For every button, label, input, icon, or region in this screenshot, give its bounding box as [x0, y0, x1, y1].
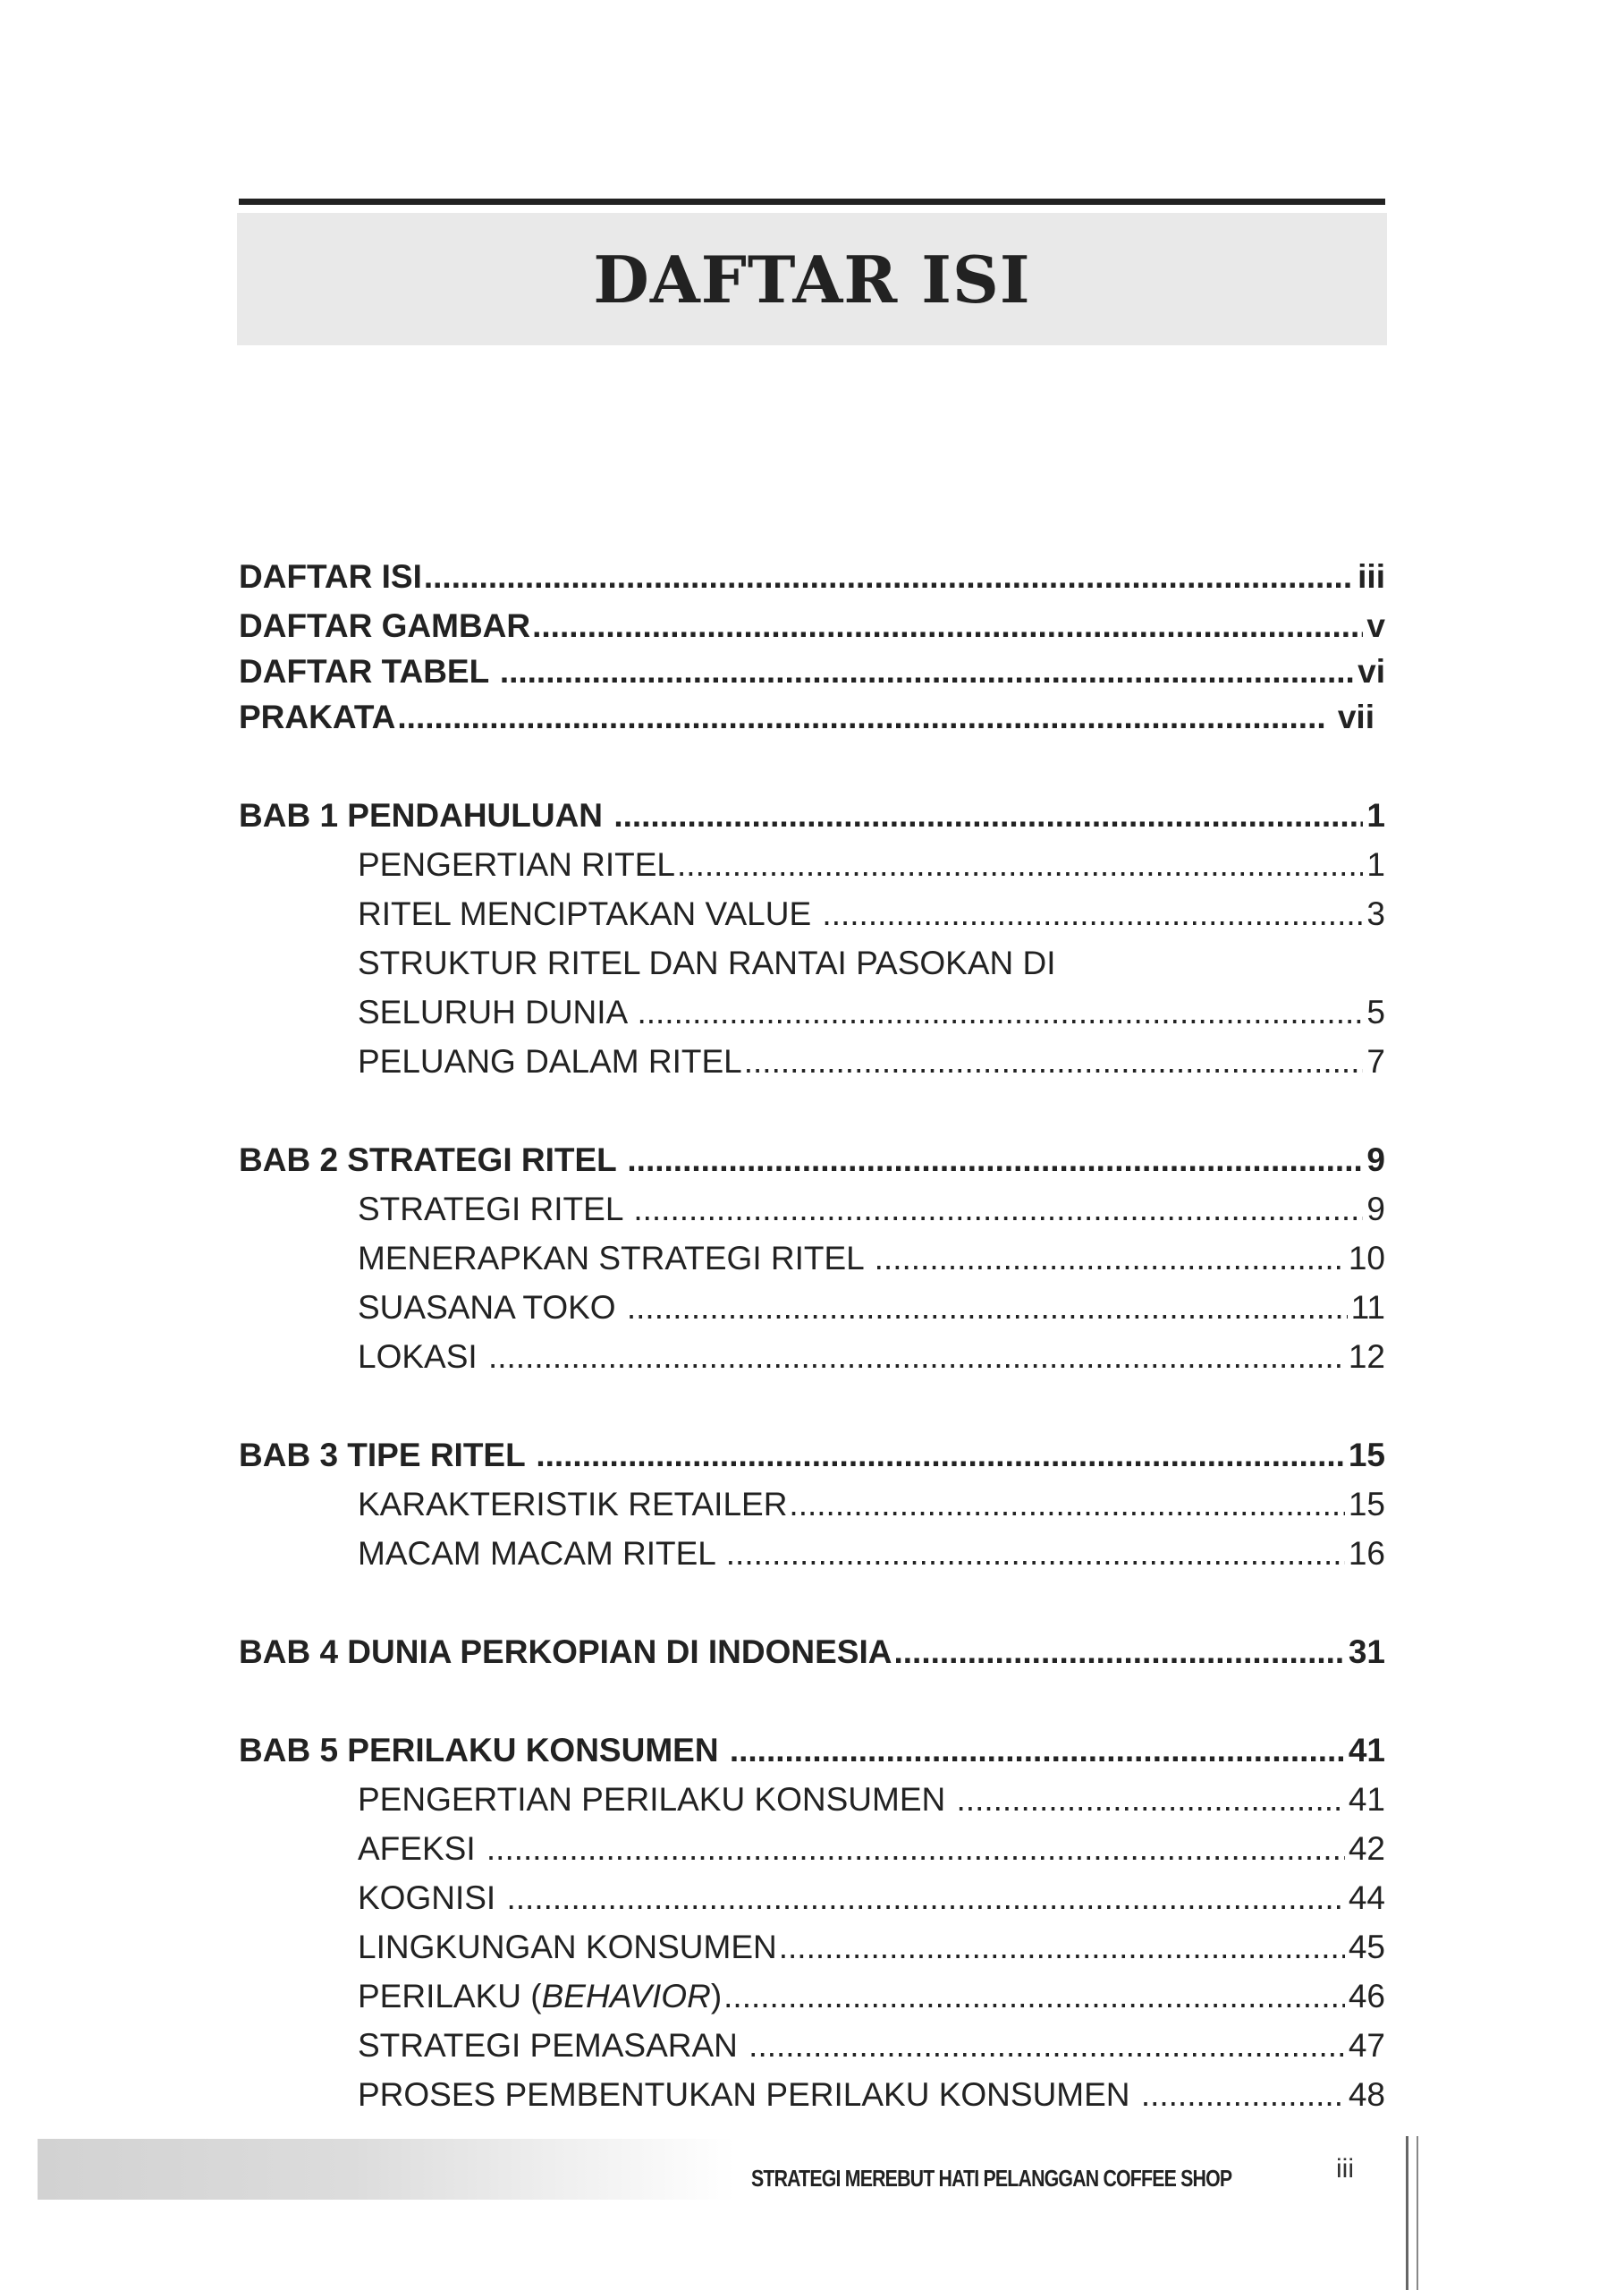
toc-section[interactable]: [239, 1873, 1385, 1922]
label-prefix: PERILAKU (: [358, 1978, 542, 2014]
toc-entry-page: 31: [1348, 1633, 1385, 1670]
toc-entry-page: vi: [1358, 653, 1385, 690]
table-of-contents: [239, 552, 1385, 2119]
toc-chapter-3[interactable]: [239, 1430, 1385, 1480]
toc-entry-page: 44: [1348, 1879, 1385, 1916]
toc-entry-page: 1: [1366, 797, 1385, 834]
toc-chapter-4[interactable]: [239, 1627, 1385, 1676]
toc-entry-page: 41: [1348, 1732, 1385, 1768]
toc-section[interactable]: [239, 1775, 1385, 1824]
toc-section[interactable]: [239, 2070, 1385, 2119]
toc-section[interactable]: [239, 1283, 1385, 1332]
page-title: DAFTAR ISI: [593, 241, 1031, 318]
toc-section[interactable]: [239, 1824, 1385, 1873]
toc-entry-label: PRAKATA: [239, 699, 396, 735]
leader-dots: [730, 1726, 1345, 1775]
toc-entry-daftar-isi[interactable]: [239, 552, 1385, 601]
toc-entry-label: DAFTAR GAMBAR: [239, 607, 531, 644]
toc-chapter-2[interactable]: [239, 1135, 1385, 1184]
toc-entry-label: BAB 1 PENDAHULUAN: [239, 797, 613, 834]
toc-entry-prakata[interactable]: [239, 692, 1385, 742]
toc-section-line1[interactable]: [239, 938, 1385, 988]
leader-dots: [744, 1037, 1364, 1086]
footer-page-number: iii: [1336, 2154, 1354, 2184]
toc-entry-page: 7: [1366, 1043, 1385, 1080]
toc-entry-daftar-gambar[interactable]: [239, 601, 1385, 650]
toc-entry-label: PROSES PEMBENTUKAN PERILAKU KONSUMEN: [358, 2076, 1139, 2113]
leader-dots: [424, 552, 1354, 601]
leader-dots: [627, 1283, 1348, 1332]
toc-section[interactable]: [239, 1332, 1385, 1381]
toc-entry-page: v: [1366, 607, 1385, 644]
leader-dots: [488, 1332, 1345, 1381]
toc-entry-page: 42: [1348, 1830, 1385, 1867]
toc-section[interactable]: [239, 1972, 1385, 2021]
leader-dots: [677, 840, 1363, 889]
toc-entry-label: SELURUH DUNIA: [358, 994, 636, 1030]
toc-entry-label: DAFTAR TABEL: [239, 653, 498, 690]
leader-dots: [633, 1184, 1363, 1234]
toc-entry-page: 46: [1348, 1978, 1385, 2014]
toc-entry-label: LINGKUNGAN KONSUMEN: [358, 1929, 777, 1965]
toc-entry-label: [358, 1972, 722, 2021]
label-suffix: ): [710, 1978, 723, 2014]
toc-entry-page: 11: [1350, 1289, 1385, 1326]
toc-entry-label: BAB 2 STRATEGI RITEL: [239, 1141, 626, 1178]
toc-entry-label: PENGERTIAN RITEL: [358, 846, 676, 883]
header-rule: [239, 199, 1385, 205]
toc-entry-label: KOGNISI: [358, 1879, 505, 1916]
leader-dots: [789, 1480, 1344, 1529]
toc-entry-page: vii: [1328, 699, 1374, 735]
toc-entry-label: PELUANG DALAM RITEL: [358, 1043, 742, 1080]
footer-vertical-rule: [1406, 2136, 1408, 2290]
toc-entry-label: BAB 3 TIPE RITEL: [239, 1437, 535, 1473]
leader-dots: [486, 1824, 1345, 1873]
toc-entry-page: 15: [1348, 1437, 1385, 1473]
leader-dots: [723, 1972, 1345, 2021]
spacer: [239, 1578, 1385, 1627]
toc-entry-page: 9: [1366, 1191, 1385, 1227]
toc-entry-page: 47: [1348, 2027, 1385, 2064]
toc-chapter-1[interactable]: [239, 791, 1385, 840]
toc-section[interactable]: [239, 1529, 1385, 1578]
toc-entry-page: 41: [1348, 1781, 1385, 1818]
toc-section[interactable]: [239, 988, 1385, 1037]
footer-gradient-bar: [38, 2139, 735, 2200]
toc-entry-page: 3: [1366, 895, 1385, 932]
leader-dots: [957, 1775, 1345, 1824]
spacer: [239, 1676, 1385, 1726]
leader-dots: [627, 1135, 1363, 1184]
toc-entry-page: 15: [1348, 1486, 1385, 1522]
toc-entry-label: PENGERTIAN PERILAKU KONSUMEN: [358, 1781, 955, 1818]
toc-entry-page: 16: [1348, 1535, 1385, 1572]
toc-entry-label: BAB 4 DUNIA PERKOPIAN DI INDONESIA: [239, 1633, 892, 1670]
leader-dots: [822, 889, 1363, 938]
toc-entry-label: BAB 5 PERILAKU KONSUMEN: [239, 1732, 728, 1768]
leader-dots: [506, 1873, 1344, 1922]
leader-dots: [779, 1922, 1345, 1972]
toc-entry-label: STRUKTUR RITEL DAN RANTAI PASOKAN DI: [358, 945, 1056, 981]
toc-entry-label: MACAM MACAM RITEL: [358, 1535, 724, 1572]
toc-entry-page: 9: [1366, 1141, 1385, 1178]
toc-entry-label: MENERAPKAN STRATEGI RITEL: [358, 1240, 873, 1276]
footer-book-title: STRATEGI MEREBUT HATI PELANGGAN COFFEE SHOP: [751, 2165, 1232, 2192]
toc-entry-label: RITEL MENCIPTAKAN VALUE: [358, 895, 821, 932]
leader-dots: [637, 988, 1363, 1037]
toc-section[interactable]: [239, 1922, 1385, 1972]
toc-entry-daftar-tabel[interactable]: [239, 650, 1385, 692]
leader-dots: [532, 601, 1363, 650]
leader-dots: [500, 650, 1354, 692]
toc-section[interactable]: [239, 2021, 1385, 2070]
spacer: [239, 1381, 1385, 1430]
toc-entry-label: AFEKSI: [358, 1830, 485, 1867]
header-banner: [237, 213, 1387, 345]
spacer: [239, 1086, 1385, 1135]
footer-vertical-rule: [1417, 2136, 1418, 2290]
toc-section[interactable]: [239, 1037, 1385, 1086]
toc-entry-page: 48: [1348, 2076, 1385, 2113]
leader-dots: [726, 1529, 1345, 1578]
leader-dots: [397, 692, 1324, 742]
toc-entry-page: 5: [1366, 994, 1385, 1030]
toc-section[interactable]: [239, 840, 1385, 889]
label-emphasis: BEHAVIOR: [541, 1978, 711, 2014]
leader-dots: [749, 2021, 1345, 2070]
spacer: [239, 742, 1385, 791]
toc-entry-page: iii: [1358, 558, 1385, 595]
toc-entry-page: 10: [1348, 1240, 1385, 1276]
leader-dots: [875, 1234, 1345, 1283]
toc-entry-label: LOKASI: [358, 1338, 486, 1375]
toc-entry-label: STRATEGI PEMASARAN: [358, 2027, 748, 2064]
toc-entry-label: STRATEGI RITEL: [358, 1191, 632, 1227]
leader-dots: [613, 791, 1363, 840]
toc-section[interactable]: [239, 1480, 1385, 1529]
toc-chapter-5[interactable]: [239, 1726, 1385, 1775]
toc-entry-label: SUASANA TOKO: [358, 1289, 625, 1326]
toc-section[interactable]: [239, 1184, 1385, 1234]
toc-entry-label: DAFTAR ISI: [239, 558, 422, 595]
toc-entry-page: 45: [1348, 1929, 1385, 1965]
toc-section[interactable]: [239, 889, 1385, 938]
leader-dots: [1141, 2070, 1345, 2119]
toc-entry-label: KARAKTERISTIK RETAILER: [358, 1486, 788, 1522]
toc-entry-page: 1: [1366, 846, 1385, 883]
toc-entry-page: 12: [1348, 1338, 1385, 1375]
leader-dots: [893, 1627, 1344, 1676]
leader-dots: [536, 1430, 1345, 1480]
toc-section[interactable]: [239, 1234, 1385, 1283]
